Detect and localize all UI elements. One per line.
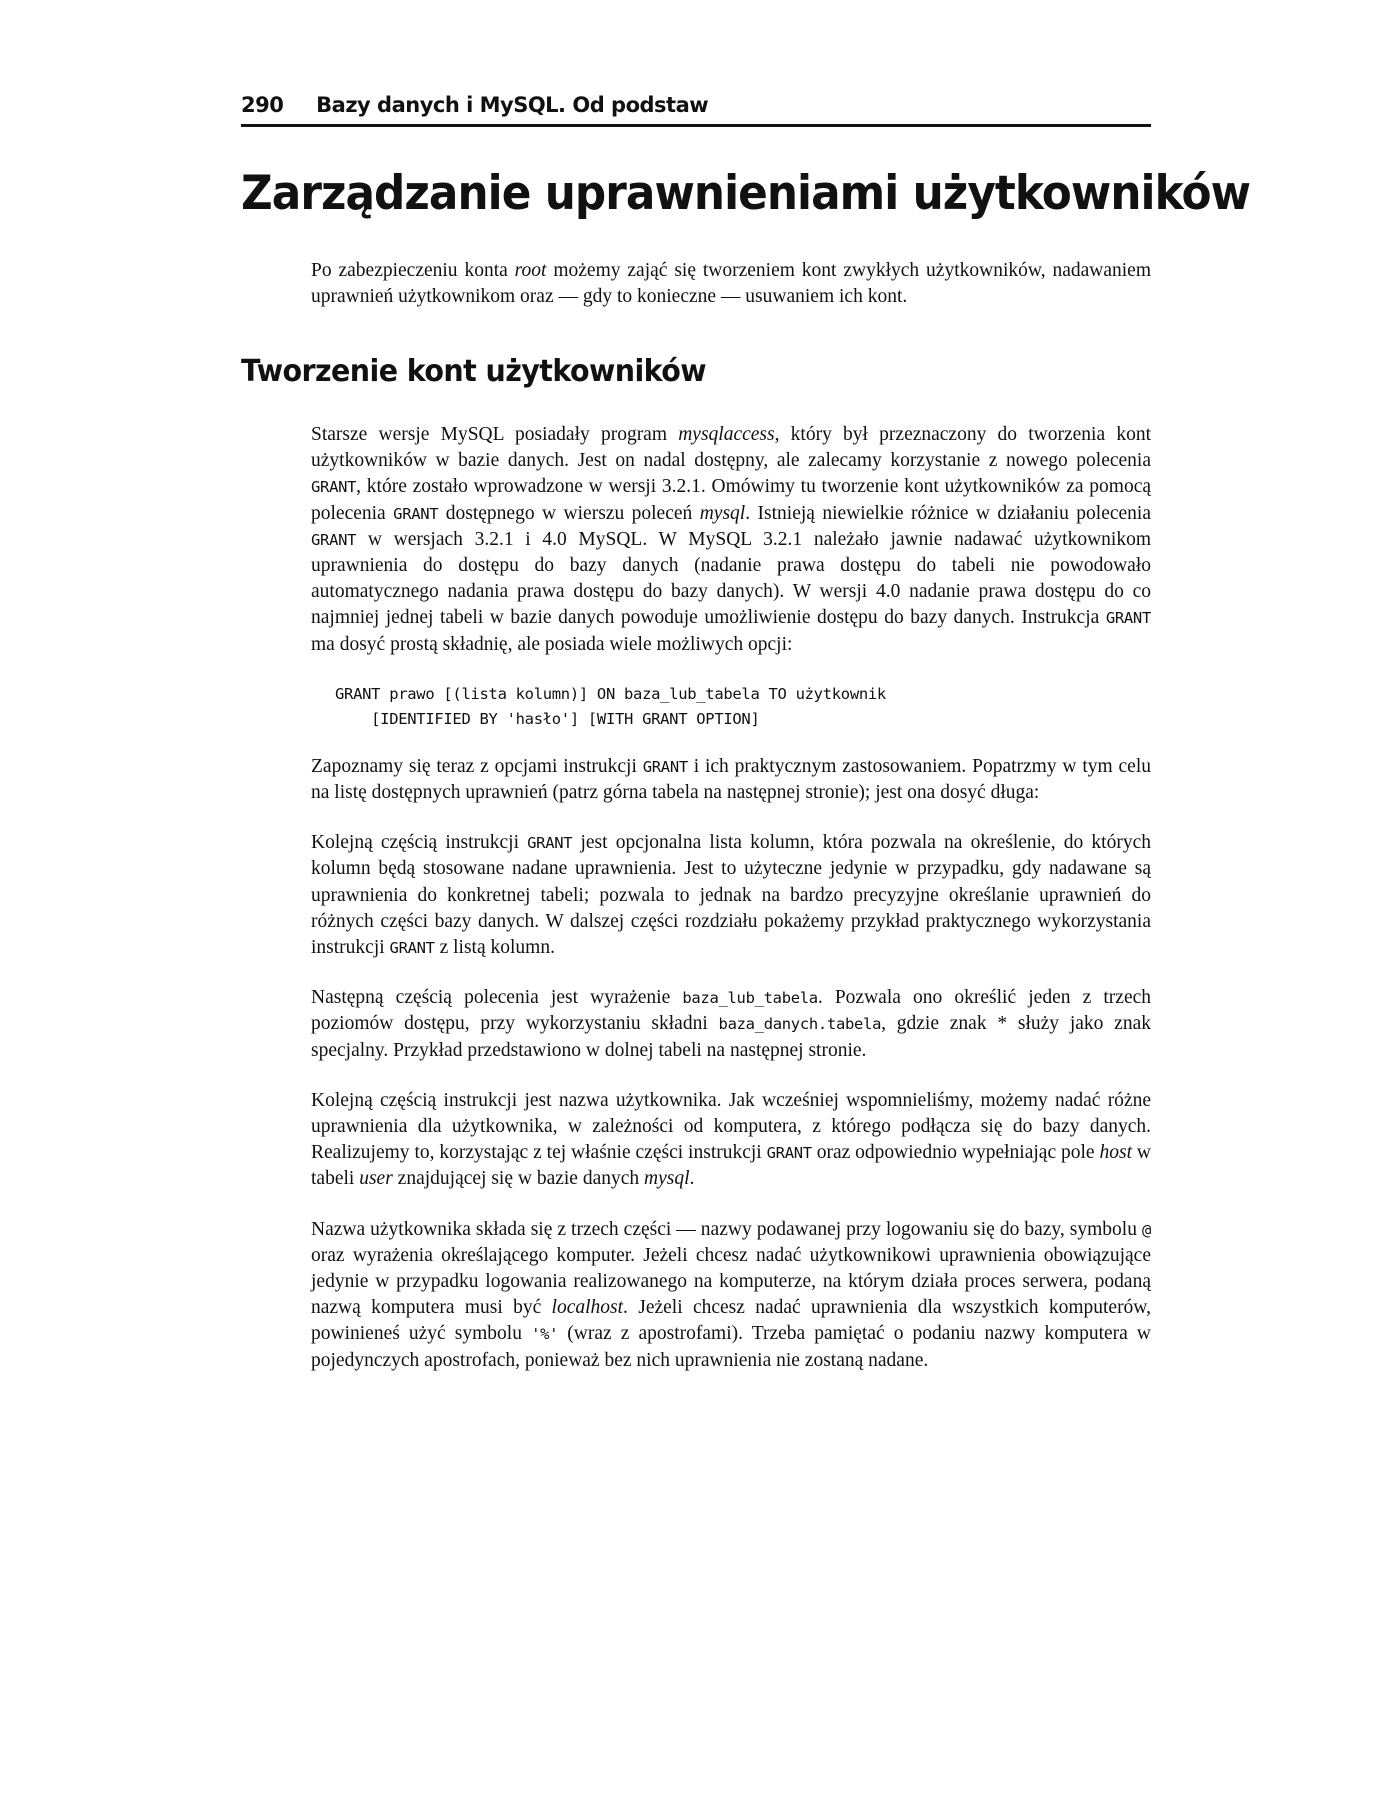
inline-code: GRANT [393, 504, 439, 523]
paragraph-2 [311, 754, 1151, 806]
text-run: . Pozwala ono określić jeden z trzech poziomów dostępu, przy wykorzystaniu składni [311, 987, 1151, 1035]
inline-code: baza_lub_tabela [682, 989, 818, 1008]
text-run: Kolejną częścią instrukcji jest nazwa użytkownika. Jak wcześniej wspomnieliśmy, możemy nadać różne uprawnienia dla użytkownika, w zależności od komputera, z którego podłącza się do bazy danych. Realizujemy to, korzystając z tej właśnie części instrukcji [311, 1089, 1151, 1164]
text-run: . Istnieją niewielkie różnice w działaniu polecenia [745, 502, 1151, 524]
code-block [335, 682, 1151, 732]
inline-code: GRANT [1105, 609, 1151, 628]
term-mysql: mysql [699, 502, 746, 524]
text-run: . Jeżeli chcesz nadać uprawnienia dla wszystkich komputerów, powinieneś użyć symbolu [311, 1297, 1152, 1345]
paragraph-5 [311, 1088, 1151, 1193]
intro-block [311, 258, 1151, 334]
term-root: root [514, 260, 547, 281]
text-run: Kolejną częścią instrukcji [311, 832, 528, 854]
term-mysql: mysql [644, 1168, 690, 1190]
text-run: dostępnego w wierszu poleceń [438, 502, 700, 524]
inline-code: GRANT [766, 1144, 812, 1163]
text-run: jest opcjonalna lista kolumn, która pozwala na określenie, do których kolumn będą stosowane nadane uprawnienia. Jest to użyteczne jedynie w przypadku, gdy nadawane są uprawnienia do konkretnej tabeli; pozwala to jednak na bardzo precyzyjne określanie uprawnień do różnych części bazy danych. W dalszej części rozdziału pokażemy przykład praktycznego wykorzystania instrukcji [311, 832, 1151, 959]
section-title: Tworzenie kont użytkowników [241, 354, 707, 389]
text-run: Po zabezpieczeniu konta [311, 260, 515, 281]
text-run: i ich praktycznym zastosowaniem. Popatrzmy w tym celu na listę dostępnych uprawnień (patrz górna tabela na następnej stronie); jest ona dosyć długa: [311, 755, 1151, 804]
inline-code: GRANT [389, 939, 435, 958]
text-run: ma dosyć prostą składnię, ale posiada wiele możliwych opcji: [311, 633, 793, 655]
running-header [241, 92, 1151, 127]
text-run: z listą kolumn. [434, 937, 555, 959]
text-run: możemy zająć się tworzeniem kont zwykłych użytkowników, nadawaniem uprawnień użytkownikom oraz — gdy to konieczne — usuwaniem ich kont. [311, 260, 1152, 308]
inline-code: @ [1141, 1220, 1151, 1239]
inline-code: GRANT [642, 757, 688, 776]
term-user: user [359, 1168, 393, 1190]
text-run: . [689, 1168, 695, 1190]
text-run: Zapoznamy się teraz z opcjami instrukcji [311, 755, 643, 777]
text-run: oraz odpowiednio wypełniając pole [811, 1142, 1100, 1164]
section-body [311, 422, 1151, 1398]
inline-code: GRANT [311, 530, 357, 549]
book-title: Bazy danych i MySQL. Od podstaw [316, 93, 709, 117]
chapter-title: Zarządzanie uprawnieniami użytkowników [241, 166, 1251, 221]
text-run: oraz wyrażenia określającego komputer. Jeżeli chcesz nadać użytkownikowi uprawnienia obowiązujące jedynie w przypadku logowania realizowanego na komputerze, na którym działa proces serwera, podaną nazwą komputera musi być [311, 1244, 1151, 1319]
term-localhost: localhost [551, 1297, 624, 1319]
text-run: w tabeli [311, 1142, 1151, 1190]
inline-code: GRANT [527, 834, 573, 853]
inline-code: '%' [531, 1325, 559, 1344]
text-run: , gdzie znak * służy jako znak specjalny. Przykład przedstawiono w dolnej tabeli na następnej stronie. [311, 1013, 1151, 1061]
paragraph-3 [311, 830, 1151, 961]
code-line-1: GRANT prawo [(lista kolumn)] ON baza_lub_tabela TO użytkownik [335, 684, 886, 703]
page-number: 290 [241, 93, 284, 117]
text-run: , które zostało wprowadzone w wersji 3.2.1. Omówimy tu tworzenie kont użytkowników za pomocą polecenia [311, 476, 1151, 524]
text-run: Nazwa użytkownika składa się z trzech części — nazwy podawanej przy logowaniu się do bazy, symbolu [311, 1218, 1142, 1240]
paragraph-1 [311, 422, 1151, 658]
code-line-2: [IDENTIFIED BY 'hasło'] [WITH GRANT OPTION] [335, 709, 760, 728]
paragraph-4 [311, 985, 1151, 1064]
intro-paragraph [311, 258, 1151, 310]
text-run: , który był przeznaczony do tworzenia kont użytkowników w bazie danych. Jest on nadal dostępny, ale zalecamy korzystanie z nowego polecenia [311, 424, 1151, 472]
text-run: Następną częścią polecenia jest wyrażenie [311, 987, 683, 1009]
term-mysqlaccess: mysqlaccess [678, 424, 775, 445]
text-run: znajdującej się w bazie danych [392, 1168, 645, 1190]
text-run: w wersjach 3.2.1 i 4.0 MySQL. W MySQL 3.2.1 należało jawnie nadawać użytkownikom uprawnienia do dostępu do bazy danych (nadanie prawa dostępu do tabeli nie powodowało automatycznego nadania prawa dostępu do bazy danych). W wersji 4.0 nadanie prawa dostępu do co najmniej jednej tabeli w bazie danych powoduje umożliwienie dostępu do bazy danych. Instrukcja [311, 528, 1151, 629]
inline-code: baza_danych.tabela [718, 1015, 882, 1034]
text-run: (wraz z apostrofami). Trzeba pamiętać o podaniu nazwy komputera w pojedynczych apostrofach, ponieważ bez nich uprawnienia nie zostaną nadane. [311, 1323, 1151, 1371]
term-host: host [1099, 1142, 1132, 1164]
paragraph-6 [311, 1217, 1151, 1374]
inline-code: GRANT [311, 478, 357, 497]
text-run: Starsze wersje MySQL posiadały program [311, 424, 679, 445]
